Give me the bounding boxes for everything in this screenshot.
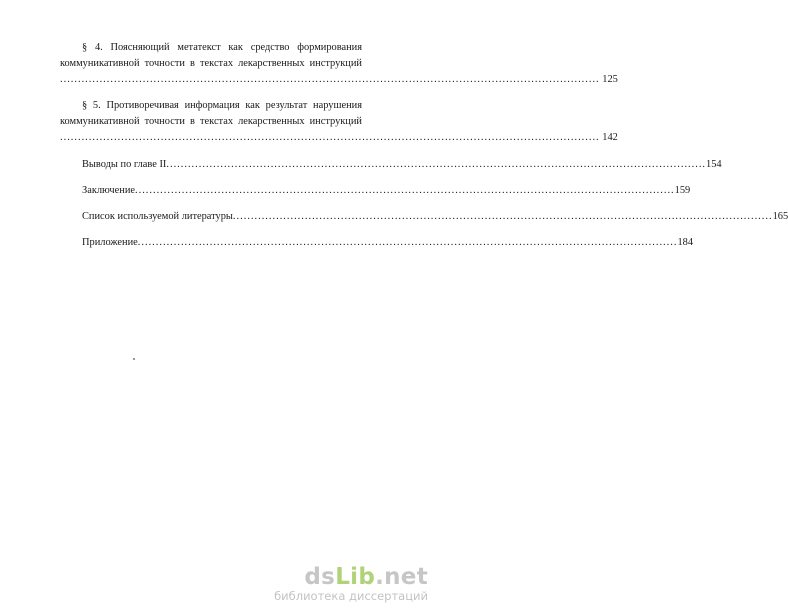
dot-leader xyxy=(60,132,600,143)
toc-page-number: 125 xyxy=(602,74,618,85)
toc-entry-leader xyxy=(60,72,618,88)
toc-entry-leader xyxy=(60,130,618,146)
watermark xyxy=(274,565,428,603)
toc-page-number: 142 xyxy=(602,132,618,143)
toc-entry-bibliography xyxy=(82,209,788,225)
toc-entry-appendix xyxy=(82,235,694,251)
dot-leader xyxy=(135,183,675,199)
toc-page-number: 184 xyxy=(677,237,694,248)
toc-entry-section-5 xyxy=(60,98,618,146)
toc-page-number: 159 xyxy=(674,185,691,196)
toc-entry-conclusion xyxy=(82,183,691,199)
watermark-logo xyxy=(274,565,428,589)
watermark-subtitle: библиотека диссертаций xyxy=(274,589,428,603)
toc-entry-label: Приложение xyxy=(82,237,138,248)
toc-entry-label: Список используемой литературы xyxy=(82,211,233,222)
toc-entry-title-line-1: § 4. Поясняющий метатекст как средство формирования xyxy=(82,42,362,53)
scan-speck xyxy=(133,358,135,360)
watermark-logo-part: ds xyxy=(304,564,336,590)
watermark-logo-part: .net xyxy=(375,564,428,590)
toc-entry-title-line-1: § 5. Противоречивая информация как результат нарушения xyxy=(82,100,362,111)
toc-entry-conclusions-chapter-2 xyxy=(82,157,722,173)
toc-page-number: 165 xyxy=(772,211,788,222)
dot-leader xyxy=(60,74,600,85)
dot-leader xyxy=(166,157,706,173)
toc-entry-label: Выводы по главе II xyxy=(82,159,167,170)
dot-leader xyxy=(138,235,678,251)
toc-entry-title-line-2: коммуникативной точности в текстах лекарственных инструкций xyxy=(60,116,362,127)
toc-entry-title-line-2: коммуникативной точности в текстах лекарственных инструкций xyxy=(60,58,362,69)
toc-entry-label: Заключение xyxy=(82,185,135,196)
toc-entry-section-4 xyxy=(60,40,618,88)
watermark-logo-part: Lib xyxy=(335,564,376,590)
dot-leader xyxy=(233,209,773,225)
toc-page-number: 154 xyxy=(706,159,722,170)
